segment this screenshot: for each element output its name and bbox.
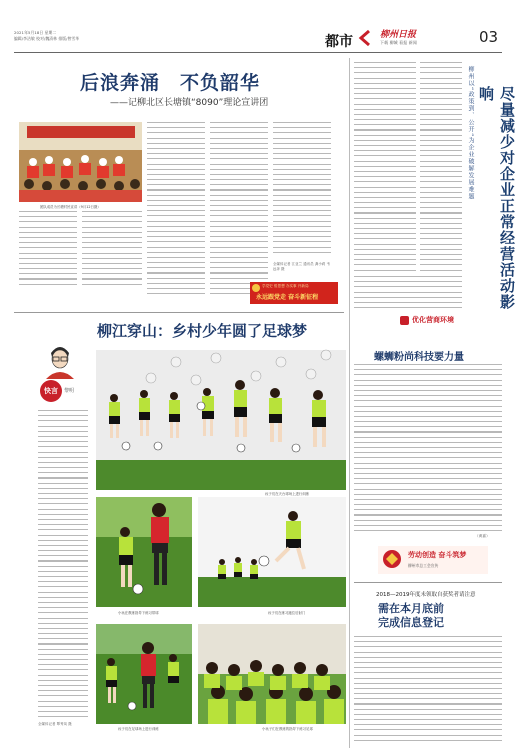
avatar (44, 341, 76, 379)
sci-headline: 螺蛳粉尚科技要力量 (374, 352, 464, 363)
masthead-rule (14, 52, 502, 53)
tag-label: 优化营商环境 (412, 316, 454, 324)
section-divider (14, 312, 344, 313)
notice-rule (354, 582, 502, 583)
top-article-col-5 (273, 122, 331, 257)
soccer-main-photo (96, 350, 346, 490)
vertical-kicker: 柳州以“政策到、公开”为企业破解发展难题 (467, 66, 474, 201)
right-article-col-4 (354, 364, 502, 534)
soccer-photo-group (198, 624, 346, 724)
newspaper-logo: 柳州日报 (380, 30, 417, 40)
sci-source: （黄嘉） (475, 534, 490, 538)
top-article-col-3 (147, 122, 205, 297)
subhead-top: ——记柳北区长塘镇“8090”理论宣讲团 (110, 98, 269, 108)
union-banner (378, 546, 488, 574)
masthead-editors: 编辑/李洁敏 校对/魏清林 排版/曾雪华 (14, 36, 80, 41)
right-article-col-1 (354, 62, 416, 272)
soccer-coach-caption: 小孩在教练指导下练习带球 (118, 611, 159, 615)
top-article-col-2 (82, 211, 142, 289)
soccer-photo-kick (198, 497, 346, 607)
soccer-group-caption: 小孩子们在教练的指导下练习足球 (262, 727, 313, 731)
soccer-photo-coach (96, 497, 192, 607)
party-emblem-icon (252, 284, 260, 292)
union-banner-text: 劳动创造 奋斗筑梦 (408, 551, 467, 559)
columnist-badge (40, 380, 62, 402)
tag-icon (400, 316, 409, 325)
classroom-photo (19, 122, 142, 202)
top-article-col-1 (19, 211, 77, 289)
soccer-article-col-1 (38, 410, 88, 720)
vertical-headline: 尽量减少对企业正常经营活动影响 (477, 86, 516, 310)
headline-soccer: 柳江穿山：乡村少年圆了足球梦 (97, 322, 308, 340)
masthead-sublinks: 下载 柳城 看报 新闻 (380, 40, 417, 45)
right-article-col-2 (420, 62, 462, 272)
soccer-kick-caption: 孩子们在练习跑位后射门 (268, 611, 306, 615)
columnist-name: 黎明 (64, 388, 75, 394)
banner-main-text: 永远跟党走 奋斗新征程 (256, 294, 319, 301)
classroom-photo-caption: 团队成员为长塘村民宣讲（9月12日摄） (40, 205, 101, 209)
banner-small-text: 学党史 悟思想 办实事 开新局 (262, 284, 309, 288)
columnist-label: 快言 (44, 387, 58, 395)
notice-body (354, 636, 502, 746)
right-column-divider (349, 58, 350, 748)
soccer-photo-training (96, 624, 192, 724)
section-label: 都市 (325, 34, 353, 50)
masthead-date: 2021年5月18日 星期二 (14, 30, 57, 35)
top-article-col-4 (210, 122, 268, 297)
headline-top: 后浪奔涌 不负韶华 (80, 72, 261, 94)
soccer-training-caption: 孩子们在足球场上进行训练 (118, 727, 159, 731)
page-number: 03 (479, 28, 499, 46)
soccer-byline: 全媒体记者 覃秀凤 摄 (38, 722, 72, 726)
right-article-col-3 (354, 276, 462, 310)
notice-kicker: 2018—2019年度未领取自获奖者请注意 (376, 592, 476, 598)
business-environment-tag (400, 314, 460, 326)
union-banner-sub: 柳州市总工会宣传 (408, 563, 439, 568)
notice-headline: 需在本月底前 完成信息登记 (378, 602, 444, 629)
chevron-left-icon (358, 30, 372, 44)
soccer-main-caption: 孩子们在天台球场上进行训练 (265, 492, 310, 496)
top-article-byline: 全媒体记者 江亚兰 通讯员 龚小莉 韦远奔 摄 (273, 262, 331, 271)
masthead (0, 0, 509, 52)
party-slogan-banner (250, 282, 338, 304)
